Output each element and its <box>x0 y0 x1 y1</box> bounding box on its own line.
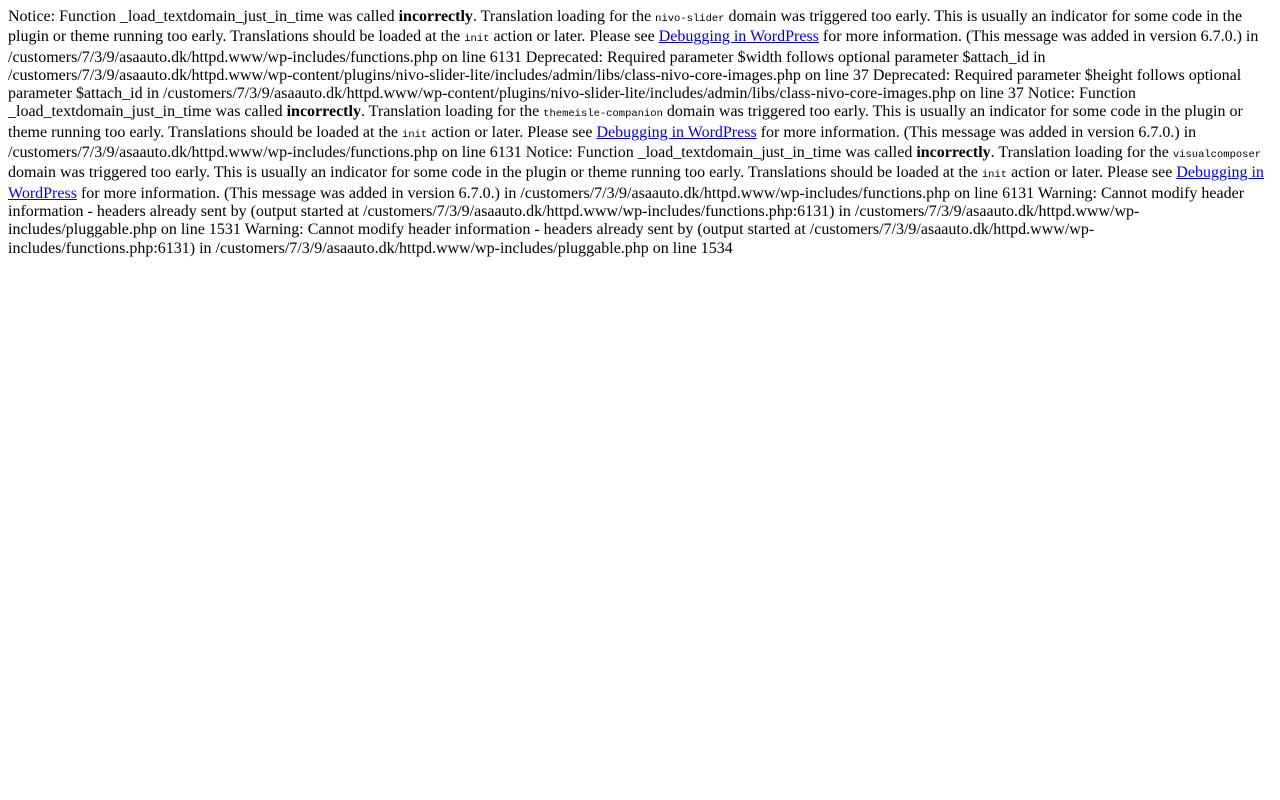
deprecated-width: Deprecated: Required parameter $width follows optional parameter $attach_id in /customers/7/3/9/asaauto.dk/httpd.www/wp-content/plugins/nivo-slider-lite/includes/admin/libs/class-nivo-core-images.php on line 37 <box>8 48 1046 84</box>
notice-text: Notice: Function _load_textdomain_just_in_time was called <box>8 85 1136 121</box>
text-domain-code: nivo-slider <box>655 13 725 25</box>
hook-code: init <box>402 128 428 141</box>
notice-text: . Translation loading for the <box>990 144 1173 162</box>
notice-text: Notice: Function _load_textdomain_just_in_time was called <box>525 144 917 162</box>
debugging-link[interactable]: Debugging in WordPress <box>658 28 819 46</box>
notice-emphasis: incorrectly <box>398 8 473 25</box>
debugging-link[interactable]: Debugging in WordPress <box>596 123 757 141</box>
notice-text: domain was triggered too early. This is usually an indicator for some code in the plugin or theme running too early. Translations should be loaded at the <box>8 8 1243 46</box>
notice-text: for more information. (This message was added in version 6.7.0.) in /customers/7/3/9/asaauto.dk/httpd.www/wp-includes/functions.php on line 6131 <box>8 123 1197 162</box>
warning-header-1534: Warning: Cannot modify header information - headers already sent by (output started at /customers/7/3/9/asaauto.dk/httpd.www/wp-includes/functions.php:6131) in /customers/7/3/9/asaauto.dk/httpd.www/wp-includes/pluggable.php on line 1534 <box>8 221 1095 257</box>
text-domain-code: visualcomposer <box>1172 149 1262 162</box>
notice-text: action or later. Please see <box>427 123 597 141</box>
debugging-link[interactable]: Debugging in WordPress <box>8 164 1264 202</box>
hook-code: init <box>981 169 1008 182</box>
notice-text: domain was triggered too early. This is usually an indicator for some code in the plugin or theme running too early. Translations should be loaded at the <box>8 103 1243 141</box>
notice-text: for more information. (This message was added in version 6.7.0.) in /customers/7/3/9/asaauto.dk/httpd.www/wp-includes/functions.php on line 6131 <box>8 28 1259 66</box>
notice-text: action or later. Please see <box>1007 164 1177 182</box>
deprecated-height: Deprecated: Required parameter $height follows optional parameter $attach_id in /customers/7/3/9/asaauto.dk/httpd.www/wp-content/plugins/nivo-slider-lite/includes/admin/libs/class-nivo-core-images.php on line 37 <box>8 66 1242 103</box>
warning-header-1531: Warning: Cannot modify header information - headers already sent by (output started at /customers/7/3/9/asaauto.dk/httpd.www/wp-includes/functions.php:6131) in /customers/7/3/9/asaauto.dk/httpd.www/wp-includes/pluggable.php on line 1531 <box>8 184 1245 239</box>
notice-text: action or later. Please see <box>489 28 659 46</box>
notice-text: . Translation loading for the <box>360 103 544 121</box>
php-error-log <box>8 8 1272 258</box>
notice-text: domain was triggered too early. This is usually an indicator for some code in the plugin or theme running too early. Translations should be loaded at the <box>8 164 982 182</box>
notice-text: Notice: Function _load_textdomain_just_in_time was called <box>8 8 399 25</box>
text-domain-code: themeisle-companion <box>543 108 663 121</box>
hook-code: init <box>464 33 490 46</box>
notice-text: for more information. (This message was added in version 6.7.0.) in /customers/7/3/9/asaauto.dk/httpd.www/wp-includes/functions.php on line 6131 <box>76 184 1038 202</box>
notice-emphasis: incorrectly <box>286 103 361 121</box>
notice-emphasis: incorrectly <box>916 144 991 162</box>
notice-text: . Translation loading for the <box>472 8 656 25</box>
